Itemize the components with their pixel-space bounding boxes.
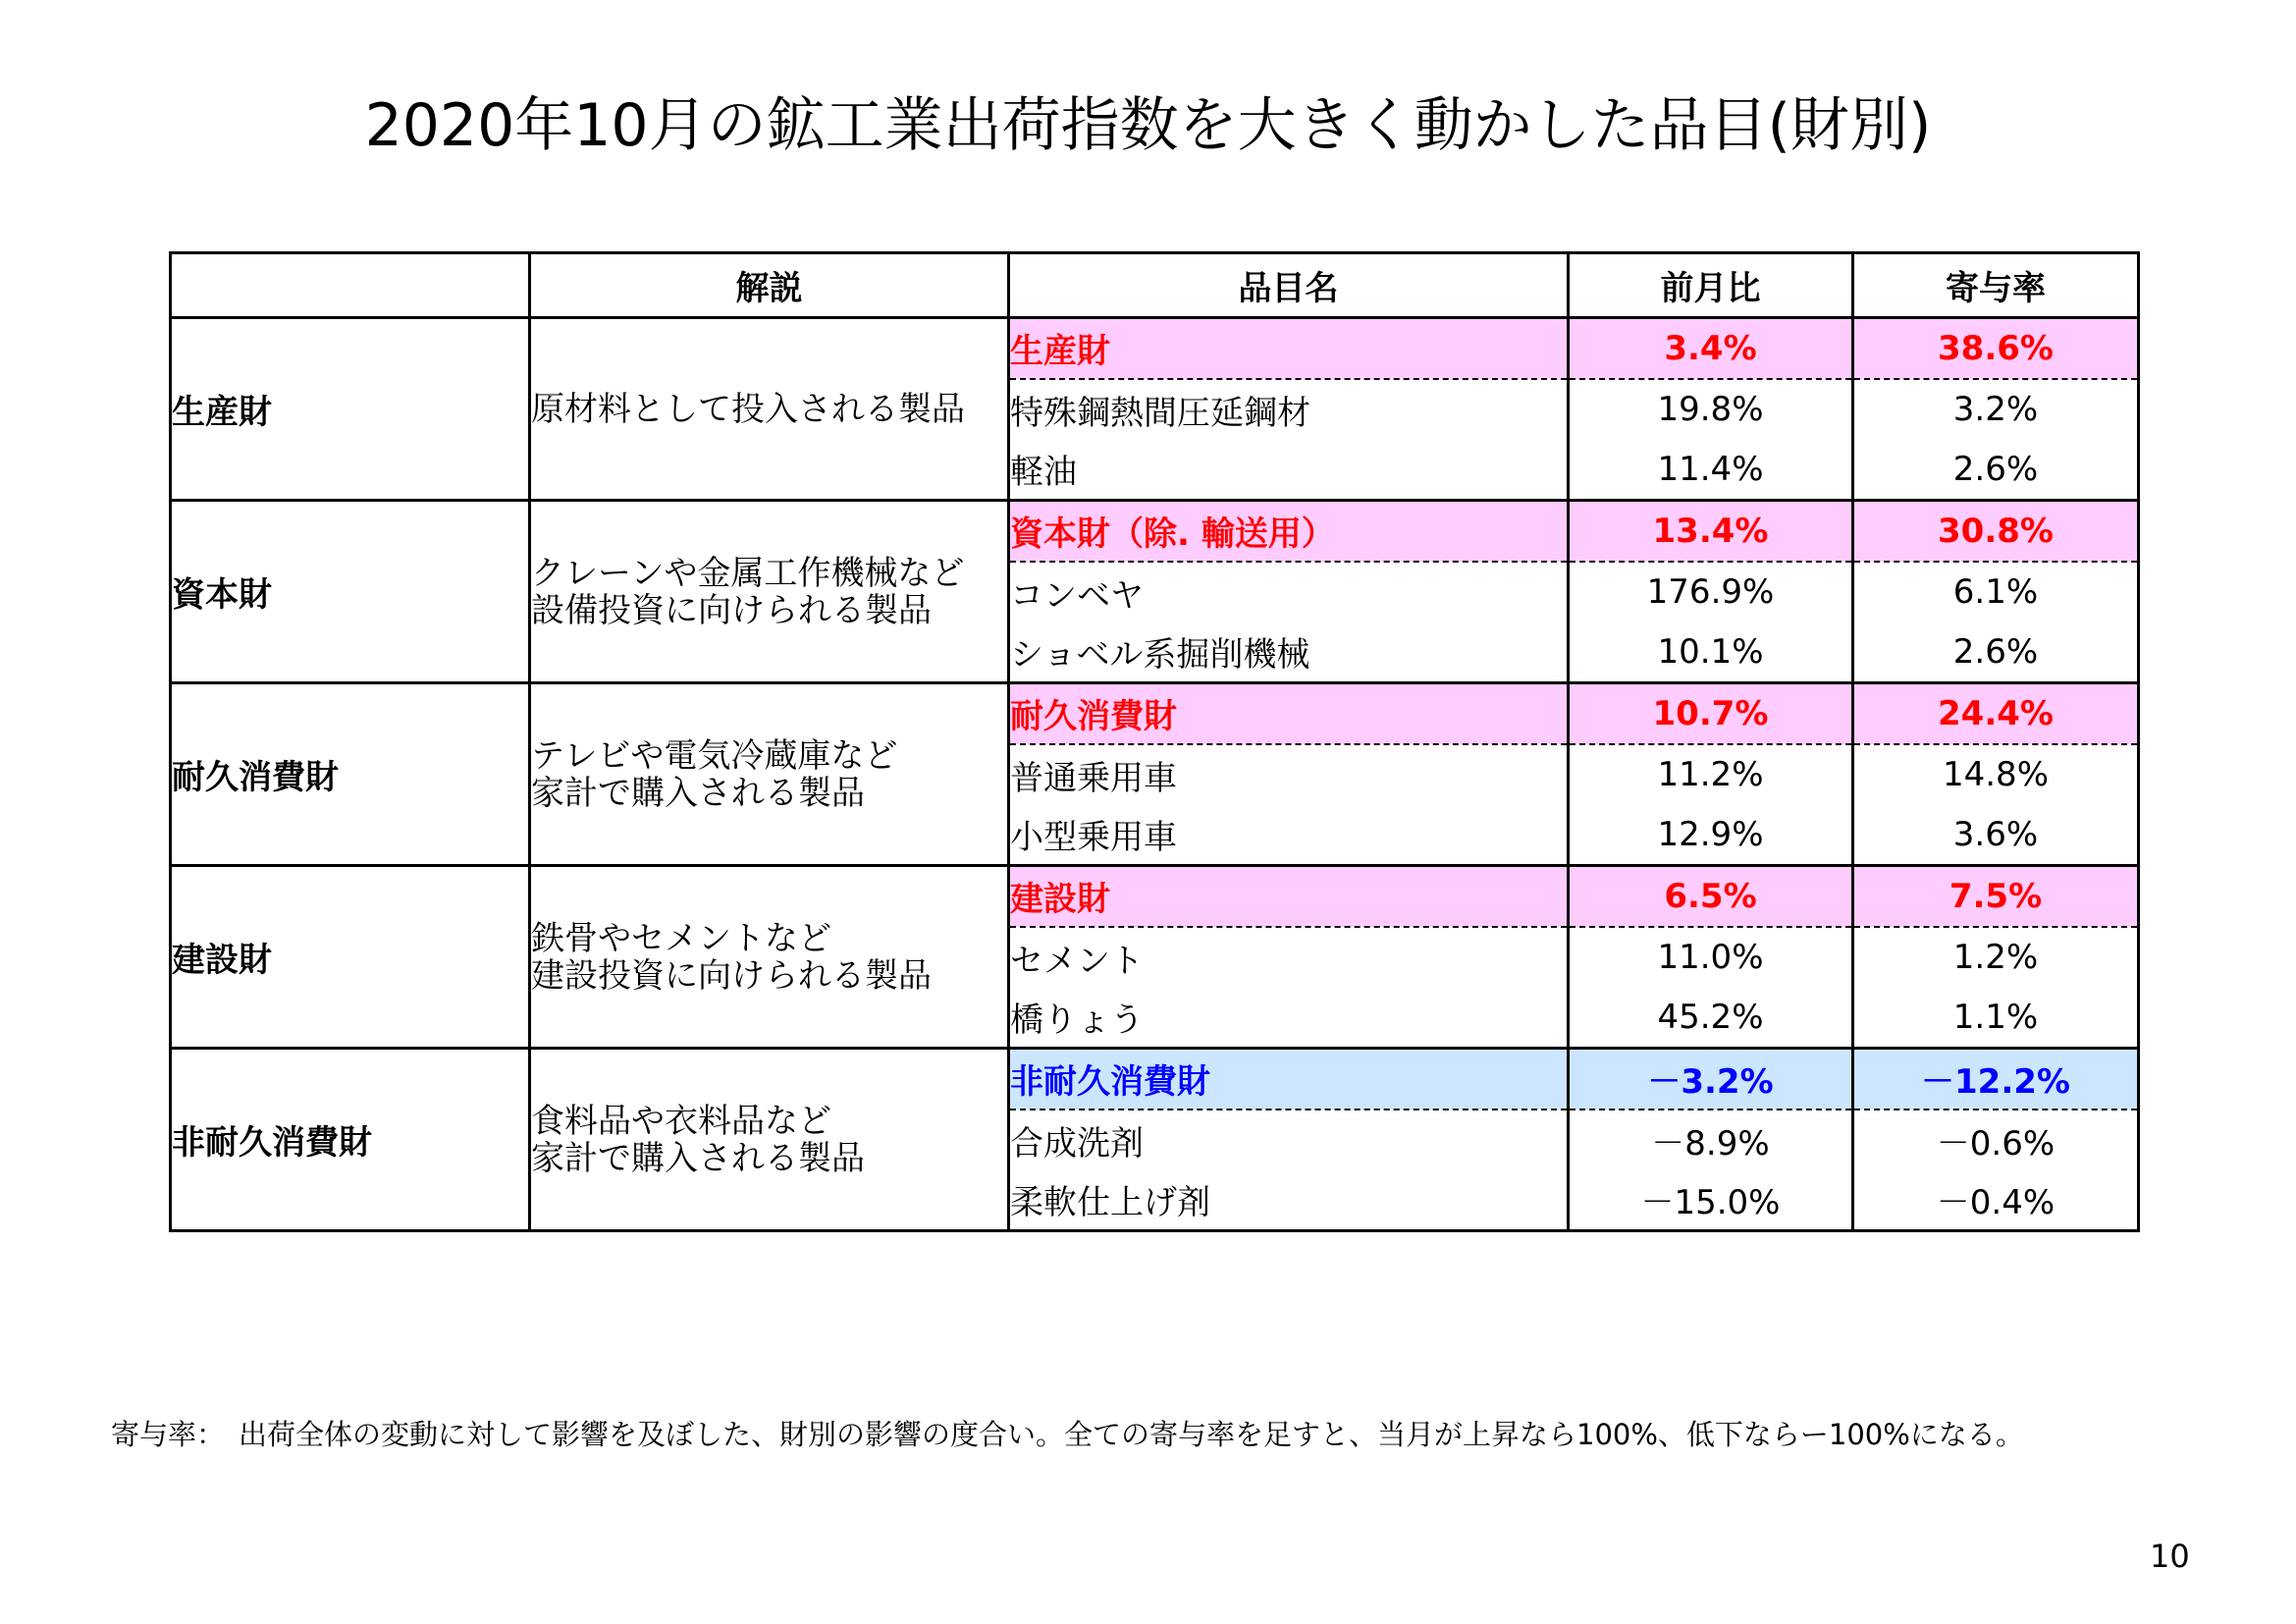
month-over-month: 12.9% (1569, 805, 1853, 866)
item-name: 建設財 (1009, 866, 1569, 927)
month-over-month: 13.4% (1569, 501, 1853, 562)
item-name: 合成洗剤 (1009, 1110, 1569, 1170)
item-name: 普通乗用車 (1009, 744, 1569, 805)
item-name: 非耐久消費財 (1009, 1049, 1569, 1110)
header-description: 解説 (530, 253, 1009, 318)
month-over-month: 11.4% (1569, 440, 1853, 501)
contribution: 30.8% (1853, 501, 2139, 562)
item-name: 軽油 (1009, 440, 1569, 501)
header-item-name: 品目名 (1009, 253, 1569, 318)
contribution: 6.1% (1853, 562, 2139, 623)
contribution: 2.6% (1853, 623, 2139, 683)
month-over-month: 45.2% (1569, 988, 1853, 1049)
category-label: 資本財 (171, 501, 530, 683)
page-title: 2020年10月の鉱工業出荷指数を大きく動かした品目(財別) (364, 91, 1932, 160)
item-name: 生産財 (1009, 318, 1569, 379)
category-label: 生産財 (171, 318, 530, 501)
contribution: 38.6% (1853, 318, 2139, 379)
item-name: コンベヤ (1009, 562, 1569, 623)
category-description: 食料品や衣料品など 家計で購入される製品 (530, 1049, 1009, 1231)
goods-table (169, 251, 2140, 1232)
item-name: 柔軟仕上げ剤 (1009, 1170, 1569, 1231)
contribution: 3.6% (1853, 805, 2139, 866)
contribution: 1.1% (1853, 988, 2139, 1049)
category-label: 建設財 (171, 866, 530, 1049)
month-over-month: －15.0% (1569, 1170, 1853, 1231)
table-body (171, 318, 2139, 1231)
contribution: 3.2% (1853, 379, 2139, 440)
category-description: テレビや電気冷蔵庫など 家計で購入される製品 (530, 683, 1009, 866)
table-row (171, 683, 2139, 744)
month-over-month: 10.1% (1569, 623, 1853, 683)
table-row (171, 318, 2139, 379)
item-name: ショベル系掘削機械 (1009, 623, 1569, 683)
header-contribution: 寄与率 (1853, 253, 2139, 318)
contribution: 7.5% (1853, 866, 2139, 927)
item-name: 橋りょう (1009, 988, 1569, 1049)
table-header-row (171, 253, 2139, 318)
table-row (171, 1049, 2139, 1110)
contribution: 2.6% (1853, 440, 2139, 501)
item-name: 小型乗用車 (1009, 805, 1569, 866)
item-name: 特殊鋼熱間圧延鋼材 (1009, 379, 1569, 440)
month-over-month: 11.0% (1569, 927, 1853, 988)
contribution: －0.6% (1853, 1110, 2139, 1170)
page-number: 10 (2150, 1538, 2190, 1575)
category-label: 非耐久消費財 (171, 1049, 530, 1231)
month-over-month: 3.4% (1569, 318, 1853, 379)
header-month-over-month: 前月比 (1569, 253, 1853, 318)
category-description: 原材料として投入される製品 (530, 318, 1009, 501)
contribution: 24.4% (1853, 683, 2139, 744)
month-over-month: 11.2% (1569, 744, 1853, 805)
month-over-month: 10.7% (1569, 683, 1853, 744)
table-row (171, 866, 2139, 927)
month-over-month: 176.9% (1569, 562, 1853, 623)
table-row (171, 501, 2139, 562)
footnote-label: 寄与率： (111, 1418, 226, 1451)
month-over-month: 19.8% (1569, 379, 1853, 440)
category-description: 鉄骨やセメントなど 建設投資に向けられる製品 (530, 866, 1009, 1049)
month-over-month: －3.2% (1569, 1049, 1853, 1110)
footnote-text: 出荷全体の変動に対して影響を及ぼした、財別の影響の度合い。全ての寄与率を足すと、当月が上昇なら100%、低下ならー100%になる。 (239, 1418, 2024, 1451)
item-name: セメント (1009, 927, 1569, 988)
contribution: 14.8% (1853, 744, 2139, 805)
month-over-month: －8.9% (1569, 1110, 1853, 1170)
contribution: －0.4% (1853, 1170, 2139, 1231)
contribution: －12.2% (1853, 1049, 2139, 1110)
category-description: クレーンや金属工作機械など 設備投資に向けられる製品 (530, 501, 1009, 683)
contribution: 1.2% (1853, 927, 2139, 988)
item-name: 耐久消費財 (1009, 683, 1569, 744)
category-label: 耐久消費財 (171, 683, 530, 866)
month-over-month: 6.5% (1569, 866, 1853, 927)
header-category (171, 253, 530, 318)
item-name: 資本財（除. 輸送用） (1009, 501, 1569, 562)
